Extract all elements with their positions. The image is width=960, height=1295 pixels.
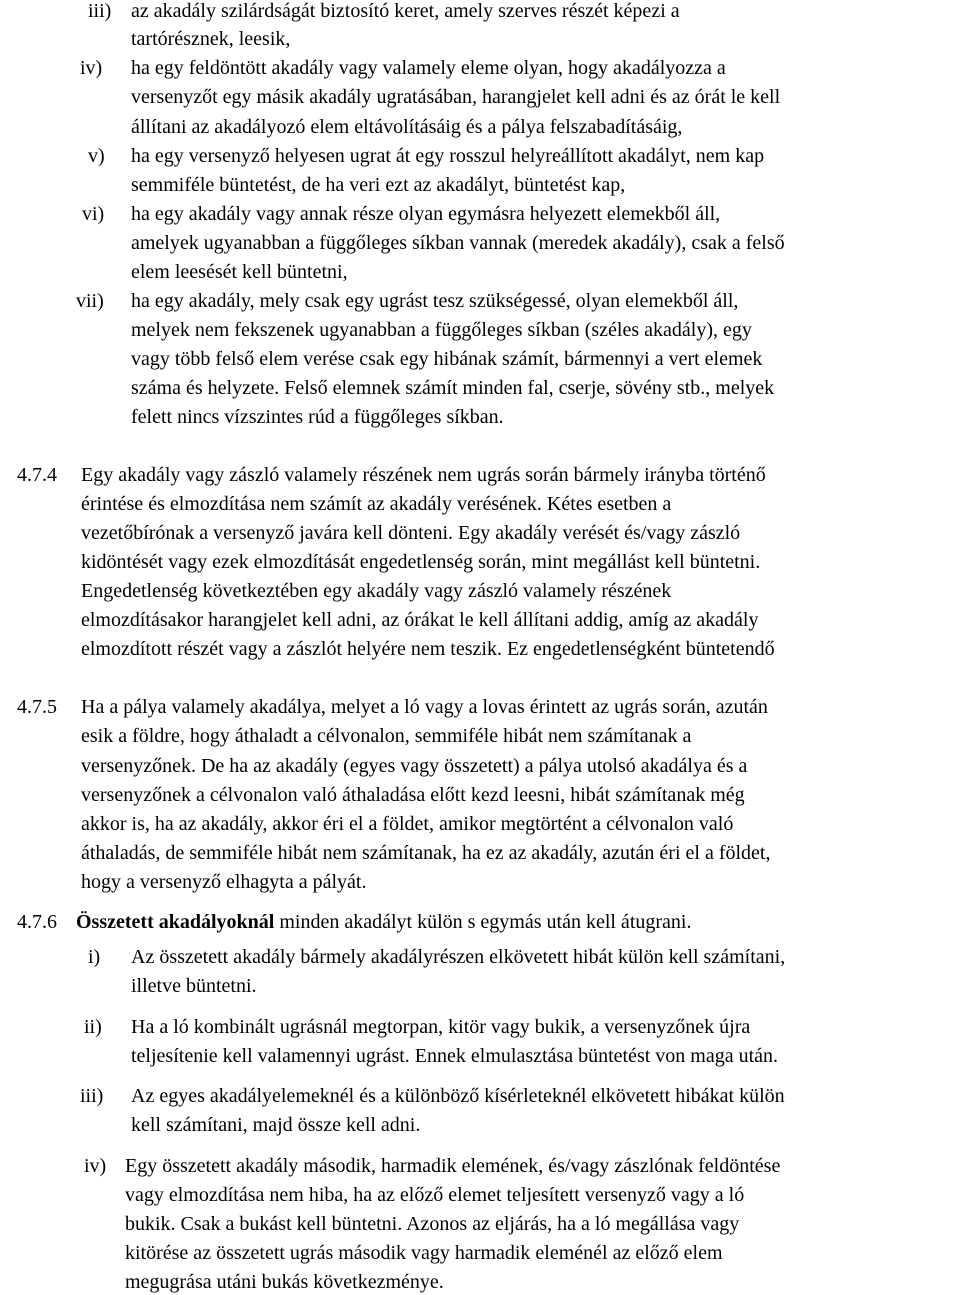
section-number: 4.7.5 — [17, 696, 57, 718]
list-item-line: illetve büntetni. — [131, 975, 257, 997]
list-item-line: száma és helyzete. Felső elemnek számít minden fal, cserje, sövény stb., melyek — [131, 377, 775, 399]
list-item-line: felett nincs vízszintes rúd a függőleges síkban. — [131, 406, 504, 428]
list-item-label: vi) — [82, 203, 105, 225]
paragraph-line: Engedetlenség következtében egy akadály vagy zászló valamely részének — [81, 580, 672, 602]
section-number: 4.7.6 — [17, 911, 57, 933]
list-item-label: iii) — [80, 1085, 104, 1107]
paragraph-line: áthaladás, de semmiféle hibát nem számítanak, ha ez az akadály, azután éri el a földet, — [81, 842, 771, 864]
paragraph-line: érintése és elmozdítása nem számít az akadály verésének. Kétes esetben a — [81, 493, 672, 515]
paragraph-line: versenyzőnek a célvonalon való áthaladása előtt kezd leesni, hibát számítanak még — [81, 784, 745, 806]
paragraph-line: kidöntését vagy ezek elmozdítását engedetlenség során, mint megállást kell büntetni. — [81, 551, 761, 573]
paragraph-line: elmozdított részét vagy a zászlót helyére nem teszik. Ez engedetlenségként büntetendő — [81, 638, 775, 660]
list-item-line: kitörése az összetett ugrás második vagy harmadik eleménél az előző elem — [125, 1242, 723, 1264]
list-item-line: Az egyes akadályelemeknél és a különböző kísérleteknél elkövetett hibákat külön — [131, 1085, 785, 1107]
list-item-label: iv) — [80, 57, 103, 79]
section-heading-rest: minden akadályt külön s egymás után kell átugrani. — [274, 911, 692, 933]
list-item-line: megugrása utáni bukás következménye. — [125, 1271, 444, 1293]
section-heading-line — [76, 911, 691, 933]
list-item-line: tartórésznek, leesik, — [131, 28, 291, 50]
paragraph-line: Ha a pálya valamely akadálya, melyet a ló vagy a lovas érintett az ugrás során, azután — [81, 696, 768, 718]
paragraph-line: hogy a versenyző elhagyta a pályát. — [81, 871, 367, 893]
list-item-line: vagy több felső elem verése csak egy hibának számít, bármennyi a vert elemek — [131, 348, 763, 370]
list-item-label: i) — [88, 946, 101, 968]
list-item-line: ha egy akadály, mely csak egy ugrást tesz szükségessé, olyan elemekből áll, — [131, 290, 739, 312]
list-item-label: iv) — [84, 1155, 107, 1177]
list-item-line: kell számítani, majd össze kell adni. — [131, 1114, 421, 1136]
list-item-label: ii) — [84, 1016, 102, 1038]
paragraph-line: versenyzőnek. De ha az akadály (egyes vagy összetett) a pálya utolsó akadálya és a — [81, 755, 748, 777]
list-item-line: semmiféle büntetést, de ha veri ezt az akadályt, büntetést kap, — [131, 174, 626, 196]
list-item-line: melyek nem fekszenek ugyanabban a függőleges síkban (széles akadály), egy — [131, 319, 752, 341]
list-item-line: az akadály szilárdságát biztosító keret, amely szerves részét képezi a — [131, 0, 680, 22]
paragraph-line: elmozdításakor harangjelet kell adni, az órákat le kell állítani addig, amíg az akadály — [81, 609, 759, 631]
list-item-line: Egy összetett akadály második, harmadik elemének, és/vagy zászlónak feldöntése — [125, 1155, 781, 1177]
section-number: 4.7.4 — [17, 464, 57, 486]
list-item-label: v) — [88, 145, 105, 167]
list-item-line: állítani az akadályozó elem eltávolításáig és a pálya felszabadításáig, — [131, 116, 683, 138]
paragraph-line: Egy akadály vagy zászló valamely részének nem ugrás során bármely irányba történő — [81, 464, 766, 486]
list-item-label: iii) — [88, 0, 112, 22]
paragraph-line: akkor is, ha az akadály, akkor éri el a földet, amikor megtörtént a célvonalon való — [81, 813, 734, 835]
list-item-line: ha egy versenyző helyesen ugrat át egy rosszul helyreállított akadályt, nem kap — [131, 145, 765, 167]
section-heading-bold: Összetett akadályoknál — [76, 911, 275, 933]
list-item-line: elem leesését kell büntetni, — [131, 261, 348, 283]
paragraph-line: esik a földre, hogy áthaladt a célvonalon, semmiféle hibát nem számítanak a — [81, 725, 692, 747]
list-item-line: Ha a ló kombinált ugrásnál megtorpan, kitör vagy bukik, a versenyzőnek újra — [131, 1016, 751, 1038]
list-item-line: amelyek ugyanabban a függőleges síkban vannak (meredek akadály), csak a felső — [131, 232, 785, 254]
list-item-line: versenyzőt egy másik akadály ugratásában, harangjelet kell adni és az órát le kell — [131, 86, 781, 108]
paragraph-line: vezetőbírónak a versenyző javára kell dönteni. Egy akadály verését és/vagy zászló — [81, 522, 741, 544]
list-item-line: ha egy feldöntött akadály vagy valamely eleme olyan, hogy akadályozza a — [131, 57, 726, 79]
list-item-line: teljesítenie kell valamennyi ugrást. Ennek elmulasztása büntetést von maga után. — [131, 1045, 779, 1067]
list-item-line: bukik. Csak a bukást kell büntetni. Azonos az eljárás, ha a ló megállása vagy — [125, 1213, 740, 1235]
list-item-line: Az összetett akadály bármely akadályrészen elkövetett hibát külön kell számítani, — [131, 946, 786, 968]
list-item-label: vii) — [76, 290, 104, 312]
list-item-line: vagy elmozdítása nem hiba, ha az előző elemet teljesített versenyző vagy a ló — [125, 1184, 745, 1206]
list-item-line: ha egy akadály vagy annak része olyan egymásra helyezett elemekből áll, — [131, 203, 721, 225]
